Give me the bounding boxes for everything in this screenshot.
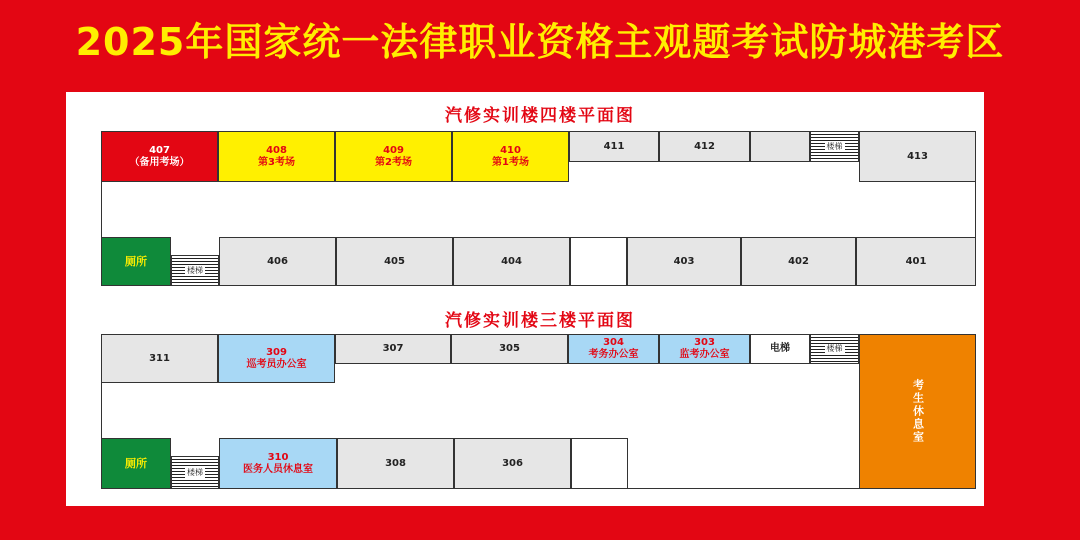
room-410-number: 410 (500, 144, 521, 156)
room-unlabeled-3f-lower (571, 438, 628, 489)
toilet-4f[interactable] (101, 237, 171, 286)
room-407-number: 407 (149, 144, 170, 156)
room-409[interactable] (335, 131, 452, 182)
room-304-number: 304 (603, 337, 624, 348)
room-412-number: 412 (694, 140, 715, 152)
room-310-number: 310 (267, 451, 289, 463)
floor3-title: 汽修实训楼三楼平面图 (445, 311, 635, 331)
room-407-label: （备用考场） (129, 156, 190, 168)
room-408-label: 第3考场 (258, 156, 295, 168)
room-308[interactable] (337, 438, 454, 489)
room-405-number: 405 (384, 255, 405, 267)
room-305[interactable] (451, 334, 568, 364)
room-410-label: 第1考场 (492, 156, 529, 168)
room-303-number: 303 (694, 337, 715, 348)
stairs-4f-right (810, 131, 859, 162)
room-unlabeled-4f-lower (570, 237, 627, 286)
room-413-number: 413 (907, 150, 928, 162)
room-311-number: 311 (149, 352, 170, 364)
room-411[interactable] (569, 131, 659, 162)
room-308-number: 308 (385, 457, 406, 469)
room-412[interactable] (659, 131, 750, 162)
room-401-number: 401 (905, 255, 927, 267)
room-310[interactable] (219, 438, 337, 489)
room-306-number: 306 (502, 457, 523, 469)
room-309-number: 309 (266, 346, 287, 358)
room-304-label: 考务办公室 (588, 349, 639, 360)
room-408-number: 408 (266, 144, 287, 156)
room-305-number: 305 (499, 343, 520, 354)
toilet-4f-label: 厕所 (125, 254, 147, 268)
room-403[interactable] (627, 237, 741, 286)
room-402[interactable] (741, 237, 856, 286)
stairs-3f-right (810, 334, 859, 364)
room-306[interactable] (454, 438, 571, 489)
elevator-3f[interactable] (750, 334, 810, 364)
room-404[interactable] (453, 237, 570, 286)
room-409-number: 409 (383, 144, 404, 156)
stairs-4f-right-label: 楼梯 (826, 141, 843, 151)
room-403-number: 403 (673, 255, 695, 267)
floor4-title: 汽修实训楼四楼平面图 (445, 106, 635, 126)
room-311[interactable] (101, 334, 218, 383)
stairs-4f-left (171, 255, 219, 286)
stairs-3f-right-label: 楼梯 (826, 344, 843, 353)
room-310-label: 医务人员休息室 (243, 463, 313, 475)
stairs-3f-left-label: 楼梯 (187, 467, 203, 477)
room-410[interactable] (452, 131, 569, 182)
room-lounge[interactable] (859, 334, 976, 489)
room-307[interactable] (335, 334, 451, 364)
stairs-3f-left (171, 456, 219, 489)
room-307-number: 307 (382, 343, 404, 354)
room-407[interactable] (101, 131, 218, 182)
room-303-label: 监考办公室 (679, 349, 730, 360)
room-303[interactable] (659, 334, 750, 364)
room-lounge-label: 考生休息室 (911, 379, 925, 444)
room-405[interactable] (336, 237, 453, 286)
room-401[interactable] (856, 237, 976, 286)
room-402-number: 402 (788, 255, 809, 267)
room-408[interactable] (218, 131, 335, 182)
page-title: 2025年国家统一法律职业资格主观题考试防城港考区 (75, 20, 1005, 64)
room-406-number: 406 (267, 255, 288, 267)
room-309-label: 巡考员办公室 (246, 358, 307, 370)
stairs-4f-left-label: 楼梯 (187, 265, 203, 275)
room-411-number: 411 (603, 140, 625, 152)
room-304[interactable] (568, 334, 659, 364)
elevator-3f-label: 电梯 (770, 343, 790, 354)
room-unlabeled-4f (750, 131, 810, 162)
room-413[interactable] (859, 131, 976, 182)
room-409-label: 第2考场 (375, 156, 412, 168)
toilet-3f-label: 厕所 (125, 456, 147, 470)
room-309[interactable] (218, 334, 335, 383)
toilet-3f[interactable] (101, 438, 171, 489)
room-404-number: 404 (501, 255, 522, 267)
room-406[interactable] (219, 237, 336, 286)
